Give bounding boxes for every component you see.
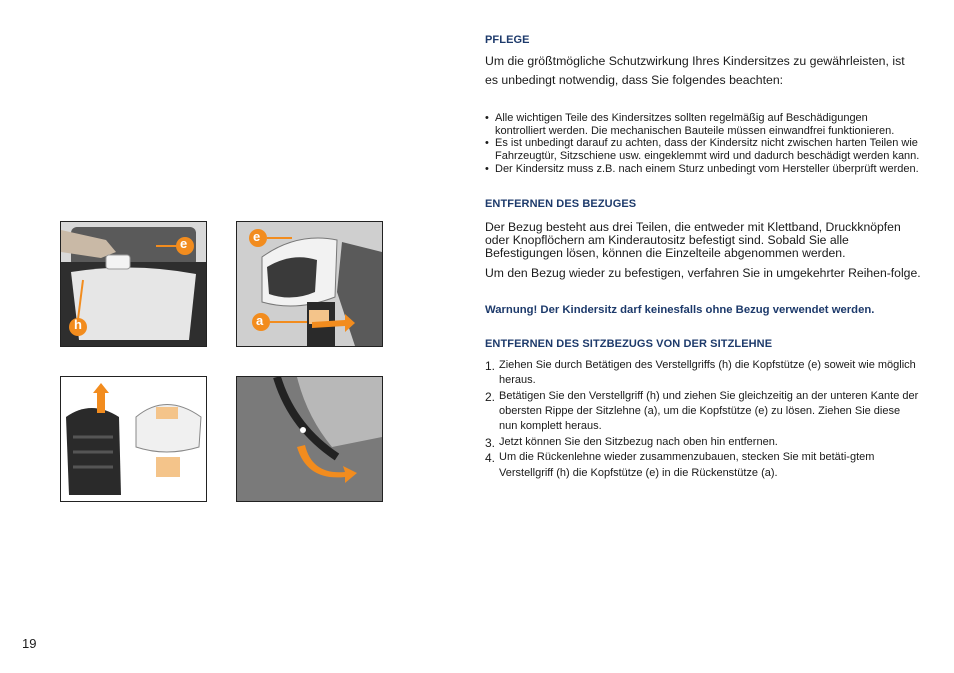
cover-and-seat-illustration <box>61 377 206 501</box>
callout-label: e <box>180 236 188 251</box>
photo-headrest-remove <box>236 221 383 347</box>
bezug-paragraph: Der Bezug besteht aus drei Teilen, die entweder mit Klettband, Druckknöpfen oder Knopflöchern am Kinderautositz befestigt sind. Sobald Sie alle Befestigungen lösen, können die Einzelteile abgenommen werden. <box>485 219 901 261</box>
seat-detail-illustration <box>237 377 382 501</box>
pflege-intro: Um die größtmögliche Schutzwirkung Ihres Kindersitzes zu gewährleisten, ist es unbedingt notwendig, dass Sie folgendes beachten: <box>485 54 905 88</box>
step-text: Ziehen Sie durch Betätigen des Verstellgriffs (h) die Kopfstütze (e) soweit wie möglich heraus. <box>499 358 916 387</box>
list-item: • Es ist unbedingt darauf zu achten, dass der Kindersitz nicht zwischen harten Teilen wie Fahrzeugtür, Sitzschiene usw. eingeklemmt wird und dadurch beschädigt werden kann. <box>485 137 921 163</box>
list-item: • Der Kindersitz muss z.B. nach einem Sturz unbedingt vom Hersteller überprüft werden. <box>485 163 921 176</box>
callout-label: a <box>256 313 264 328</box>
list-item <box>485 450 921 481</box>
heading-pflege: PFLEGE <box>485 34 530 46</box>
step-number: 2. <box>485 389 496 404</box>
photo-headrest-adjust <box>60 221 207 347</box>
step-text: Betätigen Sie den Verstellgriff (h) und ziehen Sie gleichzeitig an der unteren Kante der obersten Rippe der Sitzlehne (a), um die Kopfstütze (e) zu lösen. Ziehen Sie diese nun komplett heraus. <box>499 389 919 433</box>
photo-cover-removed <box>60 376 207 502</box>
page-number: 19 <box>22 636 37 651</box>
list-item <box>485 435 921 450</box>
step-number: 4. <box>485 451 496 466</box>
step-number: 3. <box>485 435 496 450</box>
callout-label: e <box>253 229 261 244</box>
pflege-bullet-list <box>485 112 921 176</box>
heading-bezug: ENTFERNEN DES BEZUGES <box>485 197 637 210</box>
step-text: Jetzt können Sie den Sitzbezug nach oben hin entfernen. <box>499 435 778 448</box>
text-column <box>485 34 921 481</box>
callout-label: h <box>74 317 82 332</box>
heading-sitzbezug: ENTFERNEN DES SITZBEZUGS VON DER SITZLEHNE <box>485 338 773 351</box>
step-text: Um die Rückenlehne wieder zusammenzubauen, stecken Sie mit betäti-gtem Verstellgriff (h) die Kopfstütze (e) in die Rückenstütze (a). <box>499 451 875 479</box>
list-item <box>485 358 921 389</box>
sitzbezug-steps <box>485 358 921 481</box>
list-item: • Alle wichtigen Teile des Kindersitzes sollten regelmäßig auf Beschädigungen kontrolliert werden. Die mechanischen Bauteile müssen einwandfrei funktionieren. <box>485 112 921 138</box>
warning-text: Warnung! Der Kindersitz darf keinesfalls ohne Bezug verwendet werden. <box>485 303 875 316</box>
list-item <box>485 389 921 435</box>
bezug-paragraph: Um den Bezug wieder zu befestigen, verfahren Sie in umgekehrter Reihen-folge. <box>485 266 921 281</box>
step-number: 1. <box>485 358 496 373</box>
photo-seat-detail <box>236 376 383 502</box>
